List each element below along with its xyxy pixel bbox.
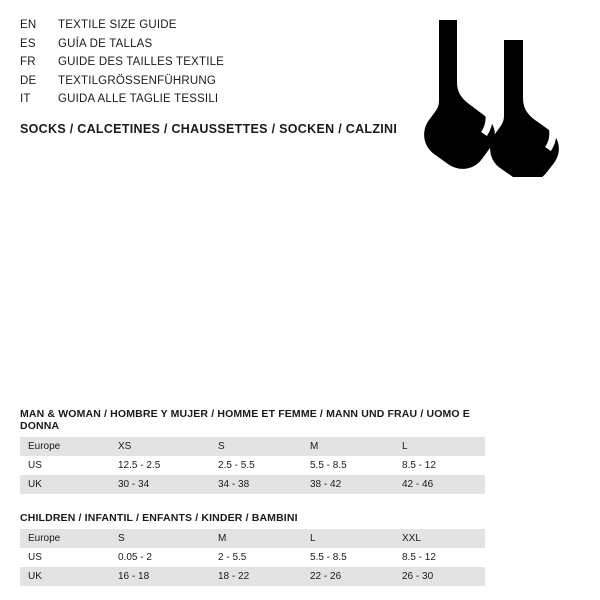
row-label: Europe: [20, 437, 110, 456]
language-row: [20, 16, 420, 35]
cell: 38 - 42: [302, 475, 394, 494]
socks-illustration: [405, 12, 580, 177]
row-label: US: [20, 548, 110, 567]
table-block-man-woman: [20, 408, 485, 494]
language-label: TEXTILGRÖSSENFÜHRUNG: [58, 74, 216, 87]
cell: 30 - 34: [110, 475, 210, 494]
language-row: [20, 53, 420, 72]
table-row: [20, 548, 485, 567]
cell: 16 - 18: [110, 567, 210, 586]
cell: 2 - 5.5: [210, 548, 302, 567]
cell: M: [302, 437, 394, 456]
language-code: IT: [20, 93, 31, 105]
table-row: [20, 475, 485, 494]
cell: L: [394, 437, 485, 456]
table-title: MAN & WOMAN / HOMBRE Y MUJER / HOMME ET FEMME / MANN UND FRAU / UOMO E DONNA: [20, 408, 470, 432]
language-code: ES: [20, 37, 36, 50]
row-label: Europe: [20, 529, 110, 548]
language-label: GUIDE DES TAILLES TEXTILE: [58, 56, 225, 68]
cell: S: [110, 529, 210, 548]
row-label: US: [20, 456, 110, 475]
language-label: GUÍA DE TALLAS: [58, 37, 153, 50]
cell: XS: [110, 437, 210, 456]
cell: 34 - 38: [210, 475, 302, 494]
table-row: [20, 529, 485, 548]
cell: 42 - 46: [394, 475, 485, 494]
header: [20, 16, 420, 136]
language-code: DE: [20, 74, 37, 87]
row-label: UK: [20, 567, 110, 586]
table-row: [20, 567, 485, 586]
cell: 18 - 22: [210, 567, 302, 586]
table-title: CHILDREN / INFANTIL / ENFANTS / KINDER / BAMBINI: [20, 512, 298, 524]
language-label: TEXTILE SIZE GUIDE: [58, 19, 177, 31]
cell: 2.5 - 5.5: [210, 456, 302, 475]
language-label: GUIDA ALLE TAGLIE TESSILI: [58, 93, 219, 105]
size-table-children: [20, 529, 485, 586]
cell: 12.5 - 2.5: [110, 456, 210, 475]
product-title: SOCKS / CALCETINES / CHAUSSETTES / SOCKEN / CALZINI: [20, 121, 398, 136]
cell: S: [210, 437, 302, 456]
cell: M: [210, 529, 302, 548]
cell: 5.5 - 8.5: [302, 548, 394, 567]
table-block-children: [20, 512, 485, 586]
language-row: [20, 90, 420, 109]
cell: 22 - 26: [302, 567, 394, 586]
size-table-man-woman: [20, 437, 485, 494]
cell: 8.5 - 12: [394, 456, 485, 475]
row-label: UK: [20, 475, 110, 494]
language-row: [20, 72, 420, 91]
cell: 0.05 - 2: [110, 548, 210, 567]
language-row: [20, 35, 420, 54]
sock-right-icon: [483, 40, 559, 177]
language-code: EN: [20, 19, 37, 31]
cell: 26 - 30: [394, 567, 485, 586]
language-code: FR: [20, 56, 36, 68]
table-row: [20, 456, 485, 475]
cell: XXL: [394, 529, 485, 548]
cell: 5.5 - 8.5: [302, 456, 394, 475]
cell: 8.5 - 12: [394, 548, 485, 567]
table-row: [20, 437, 485, 456]
cell: L: [302, 529, 394, 548]
